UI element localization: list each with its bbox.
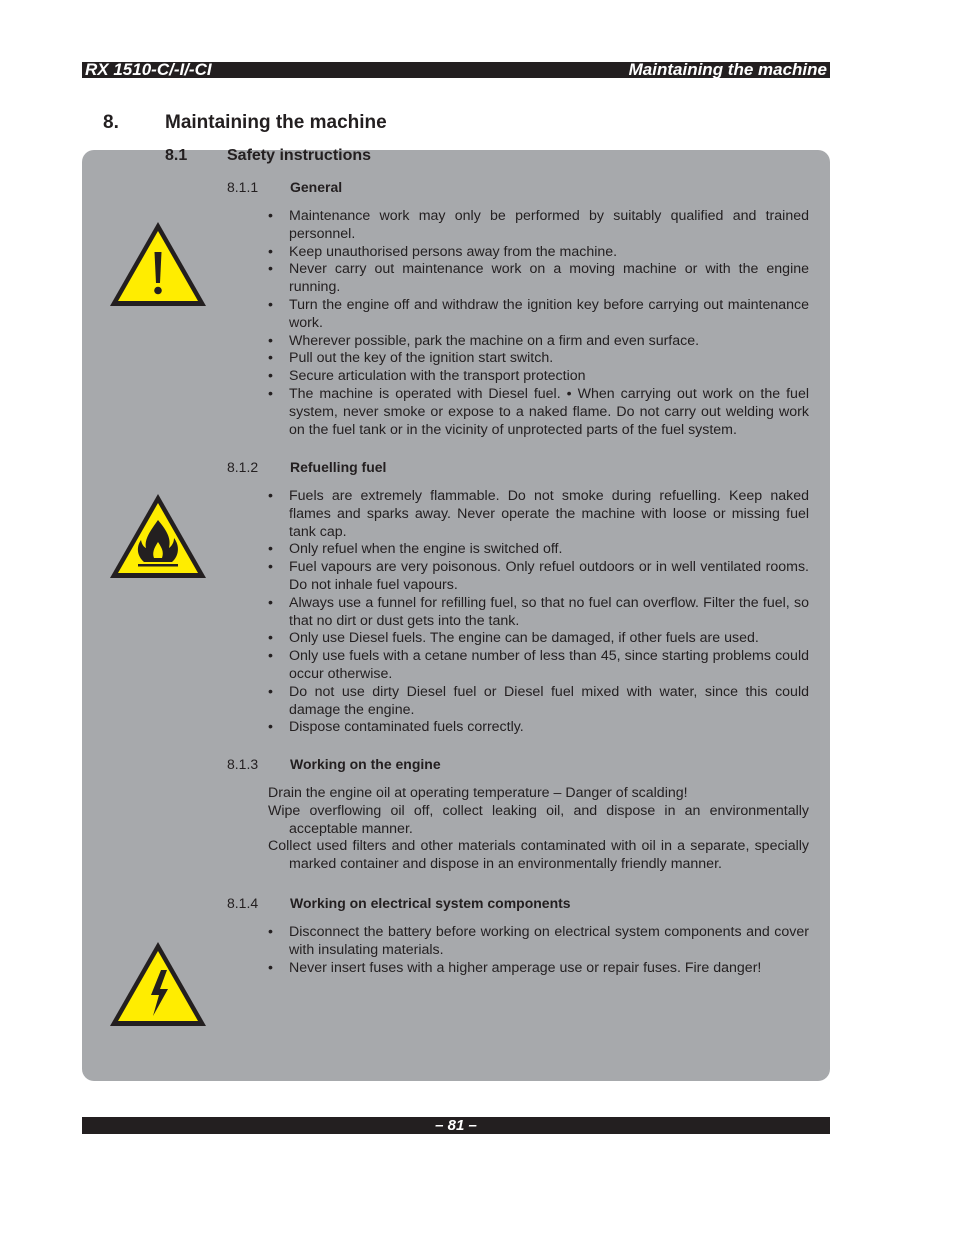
subsection-title: Working on electrical system components <box>290 895 571 911</box>
list-item: • Disconnect the battery before working on electrical system components and cover with insulating materials. <box>268 924 809 960</box>
subsection-refuelling-heading <box>227 459 386 475</box>
subsection-number: 8.1.2 <box>227 459 259 475</box>
page-number: – 81 – <box>435 1117 477 1134</box>
electrical-list <box>268 924 809 977</box>
chapter-number: 8. <box>103 112 119 133</box>
header-bar <box>82 62 830 78</box>
subsection-title: Refuelling fuel <box>290 459 387 475</box>
list-item: • Do not use dirty Diesel fuel or Diesel fuel mixed with water, since this could damage the engine. <box>268 684 809 720</box>
paragraph: Drain the engine oil at operating temperature – Danger of scalding! <box>268 785 688 801</box>
list-item: • Dispose contaminated fuels correctly. <box>268 719 809 737</box>
list-item: • Only use fuels with a cetane number of less than 45, since starting problems could occur otherwise. <box>268 648 809 684</box>
section-title <box>165 147 371 165</box>
subsection-number: 8.1.3 <box>227 756 259 772</box>
flammable-icon <box>108 492 208 580</box>
list-item: • Only use Diesel fuels. The engine can be damaged, if other fuels are used. <box>268 630 809 648</box>
list-item: • Fuels are extremely flammable. Do not smoke during refuelling. Keep naked flames and sparks away. Never operate the machine with loose or missing fuel tank cap. <box>268 488 809 541</box>
footer-bar <box>82 1117 830 1134</box>
high-voltage-icon <box>108 940 208 1028</box>
header-chapter: Maintaining the machine <box>628 60 827 79</box>
list-item: • Fuel vapours are very poisonous. Only refuel outdoors or in well ventilated rooms. Do not inhale fuel vapours. <box>268 559 809 595</box>
list-item: • Never carry out maintenance work on a moving machine or with the engine running. <box>268 261 809 297</box>
list-item: • Keep unauthorised persons away from the machine. <box>268 244 809 262</box>
header-model: RX 1510-C/-I/-CI <box>85 60 212 79</box>
subsection-number: 8.1.1 <box>227 179 259 195</box>
section-number: 8.1 <box>165 147 188 164</box>
paragraph: Wipe overflowing oil off, collect leaking oil, and dispose in an environmentally acceptable manner. <box>268 802 809 837</box>
refuelling-list <box>268 488 809 737</box>
list-item: • The machine is operated with Diesel fuel. • When carrying out work on the fuel system, never smoke or expose to a naked flame. Do not carry out welding work on the fuel tank or in the vicinity of unprotected parts of the fuel system. <box>268 386 809 439</box>
subsection-title: Working on the engine <box>290 756 441 772</box>
list-item: • Never insert fuses with a higher amperage use or repair fuses. Fire danger! <box>268 960 809 978</box>
engine-paragraphs <box>268 785 809 874</box>
section-title-text: Safety instructions <box>227 147 372 164</box>
list-item: • Pull out the key of the ignition start switch. <box>268 350 809 368</box>
general-list <box>268 208 809 439</box>
subsection-general-heading <box>227 179 342 195</box>
chapter-title <box>103 112 387 134</box>
list-item: • Always use a funnel for refilling fuel, so that no fuel can overflow. Filter the fuel, so that no dirt or dust gets into the tank. <box>268 595 809 631</box>
subsection-number: 8.1.4 <box>227 895 259 911</box>
list-item: • Secure articulation with the transport protection <box>268 368 809 386</box>
subsection-title: General <box>290 179 343 195</box>
list-item: • Wherever possible, park the machine on a firm and even surface. <box>268 333 809 351</box>
warning-exclamation-icon <box>108 220 208 308</box>
list-item: • Maintenance work may only be performed by suitably qualified and trained personnel. <box>268 208 809 244</box>
list-item: • Only refuel when the engine is switched off. <box>268 541 809 559</box>
subsection-engine-heading <box>227 756 441 772</box>
chapter-title-text: Maintaining the machine <box>165 112 387 133</box>
subsection-electrical-heading <box>227 895 571 911</box>
paragraph: Collect used filters and other materials contaminated with oil in a separate, specially marked container and dispose in an environmentally friendly manner. <box>268 838 809 873</box>
list-item: • Turn the engine off and withdraw the ignition key before carrying out maintenance work. <box>268 297 809 333</box>
